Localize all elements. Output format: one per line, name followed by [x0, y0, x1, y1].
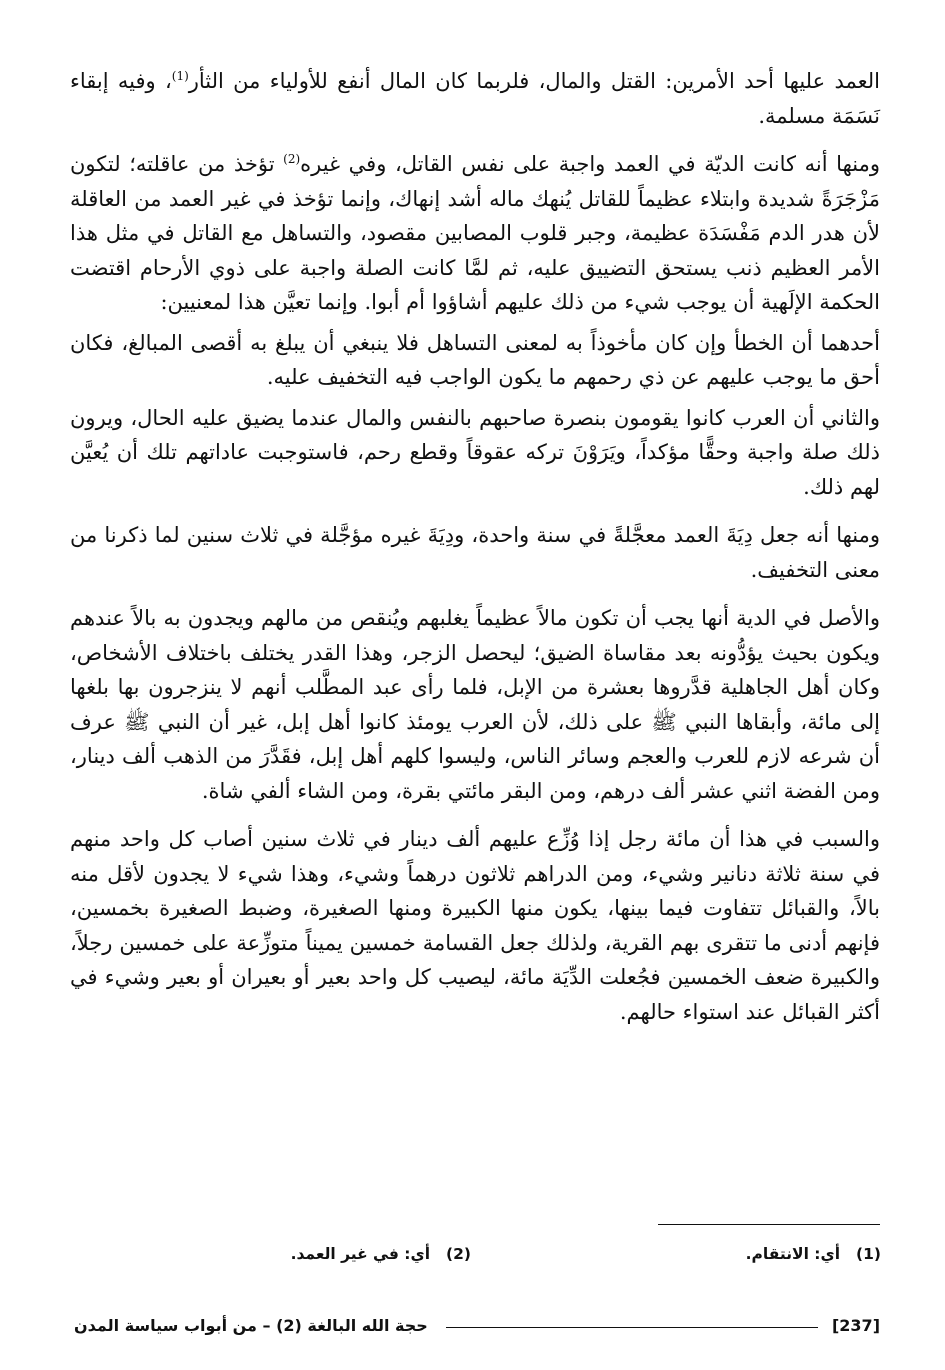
page-footer [70, 1316, 880, 1346]
footer-divider [446, 1327, 818, 1328]
paragraph-text: تؤخذ من عاقلته؛ لتكون مَزْجَرَةً شديدة وابتلاء عظيماً للقاتل يُنهك ماله أشد إنهاك، وإنما تؤخذ في غير العمد من العاقلة لأن هدر الدم مَفْسَدَة عظيمة، وجبر قلوب المصابين مقصود، والتساهل مع القاتل في مثل هذا الأمر العظيم ذنب يستحق التضييق عليه، ثم لمَّا كانت الصلة واجبة على ذوي الأرحام اقتضت الحكمة الإلَهية أن يوجب شيء من ذلك عليهم أشاؤوا أم أبوا. وإنما تعيَّن هذا لمعنيين: [70, 152, 880, 314]
page-number: [237] [831, 1316, 880, 1335]
footnote-ref[interactable]: (1) [171, 69, 189, 83]
paragraph [70, 147, 880, 320]
paragraph: والسبب في هذا أن مائة رجل إذا وُزِّع عليهم ألف دينار في ثلاث سنين أصاب كل واحد منهم في سنة ثلاثة دنانير وشيء، ومن الدراهم ثلاثون درهماً وشيء، وهذا شيء لا يجدون لأقل منه بالاً، والقبائل تتفاوت فيما بينها، يكون منها الكبيرة ومنها الصغيرة، وضبط الصغيرة بخمسين، فإنهم أدنى ما تتقرى بهم القرية، ولذلك جعل القسامة خمسين يميناً متوزِّعة على خمسين رجلاً، والكبيرة ضعف الخمسين فجُعلت الدِّيَة مائة، ليصيب كل واحد بعير أو بعيران أو بعير وشيء في أكثر القبائل عند استواء حالهم. [70, 827, 880, 1024]
footnote-number: (2) [446, 1245, 471, 1263]
footnote-item [746, 1242, 881, 1266]
book-title: حجة الله البالغة (2) – من أبواب سياسة المدن [74, 1316, 428, 1335]
paragraph: والثاني أن العرب كانوا يقومون بنصرة صاحبهم بالنفس والمال عندما يضيق عليه الحال، ويرون ذلك صلة واجبة وحقًّا مؤكداً، ويَرَوْنَ تركه عقوقاً وقطع رحم، فاستوجبت عاداتهم تلك أن يُعيَّن لهم ذلك. [70, 405, 880, 499]
footnote-item [291, 1242, 471, 1266]
paragraph: والأصل في الدية أنها يجب أن تكون مالاً عظيماً يغلبهم ويُنقص من مالهم ويجدون به بالاً عندهم ويكون بحيث يؤدُّونه بعد مقاساة الضيق؛ ليحصل الزجر، وهذا القدر يختلف باختلاف الأشخاص، وكان أهل الجاهلية قدَّروها بعشرة من الإبل، فلما رأى عبد المطَّلب أنهم لا ينزجرون بها بلغها إلى مائة، وأبقاها النبي ﷺ على ذلك، لأن العرب يومئذ كانوا أهل إبل، غير أن النبي ﷺ عرف أن شرعه لازم للعرب والعجم وسائر الناس، وليسوا كلهم أهل إبل، فقَدَّرَ من الذهب ألف دينار، ومن الفضة اثني عشر ألف درهم، ومن البقر مائتي بقرة، ومن الشاء ألفي شاة. [70, 606, 880, 803]
page-body [70, 64, 880, 1029]
paragraph: أحدهما أن الخطأ وإن كان مأخوذاً به لمعنى التساهل فلا ينبغي أن يبلغ به أقصى المبالغ، فكان أحق ما يوجب عليهم عن ذي رحمهم ما يكون الواجب فيه التخفيف عليه. [70, 330, 880, 389]
footnote-text: أي: الانتقام. [745, 1245, 841, 1263]
paragraph-text: ومنها أنه كانت الديّة في العمد واجبة على نفس القاتل، وفي غيره [300, 152, 880, 176]
footnote-number: (1) [856, 1245, 881, 1263]
paragraph-text: ، وفيه إبقاء نَسَمَة مسلمة. [70, 69, 880, 128]
footnote-text: أي: في غير العمد. [290, 1245, 431, 1263]
paragraph: ومنها أنه جعل دِيَةَ العمد معجَّلةً في سنة واحدة، ودِيَةَ غيره مؤجَّلة في ثلاث سنين لما ذكرنا من معنى التخفيف. [70, 523, 880, 582]
paragraph-text: العمد عليها أحد الأمرين: القتل والمال، فلربما كان المال أنفع للأولياء من الثأر [188, 69, 880, 93]
footnote-ref[interactable]: (2) [283, 152, 301, 166]
footnote-divider [658, 1224, 880, 1225]
paragraph [70, 64, 880, 133]
